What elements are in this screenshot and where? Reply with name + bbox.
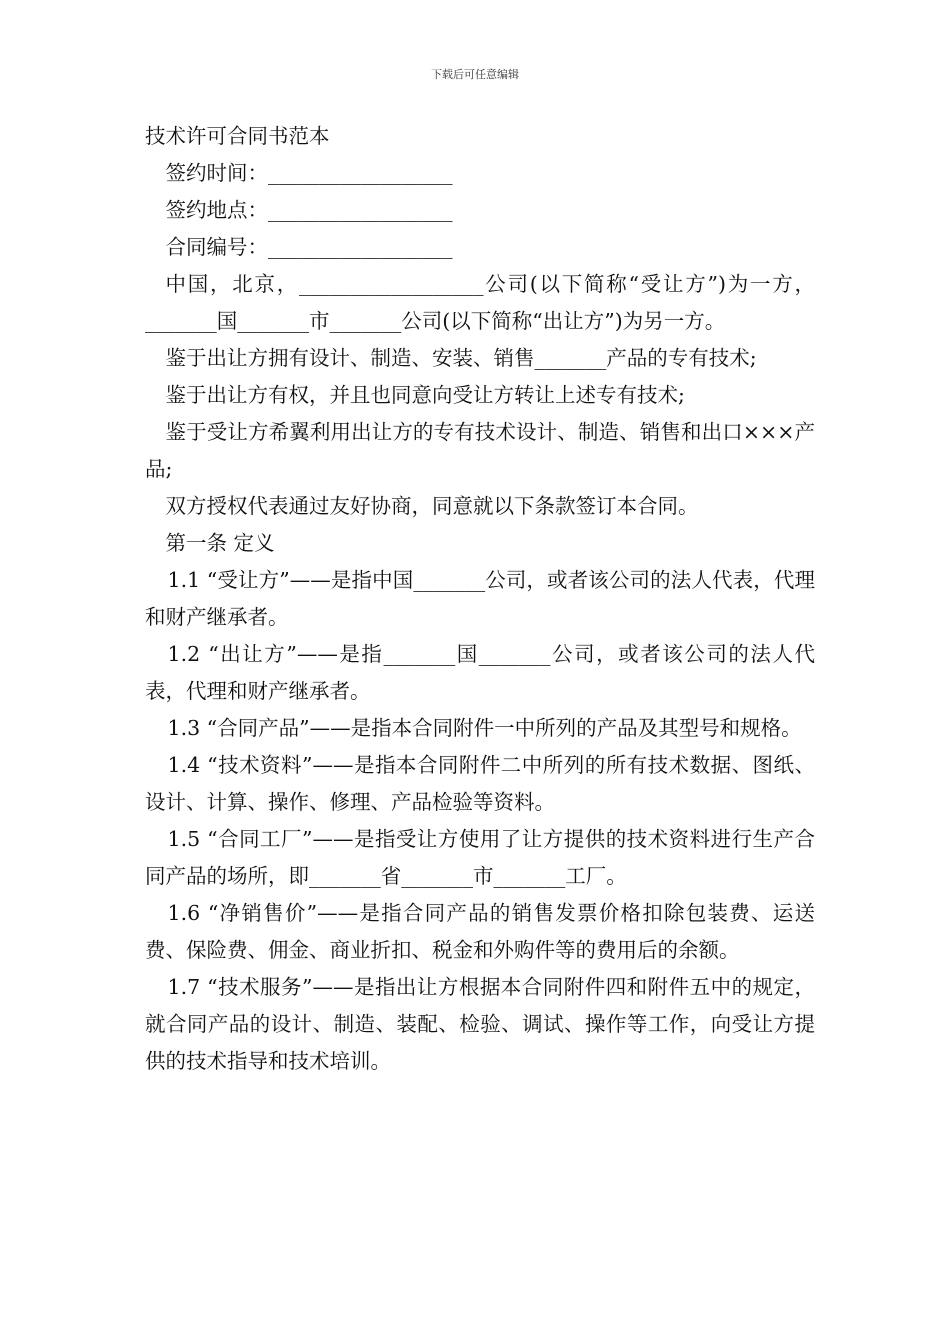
recital-3: 鉴于受让方希翼利用出让方的专有技术设计、制造、销售和出口×××产品; bbox=[145, 420, 815, 481]
recital-1: 鉴于出让方拥有设计、制造、安装、销售_______产品的专有技术; bbox=[165, 346, 757, 370]
article-1-heading: 第一条 定义 bbox=[165, 531, 275, 555]
clause-1-7: 1.7 “技术服务”——是指出让方根据本合同附件四和附件五中的规定，就合同产品的设计、制造、装配、检验、调试、操作等工作，向受让方提供的技术指导和技术培训。 bbox=[145, 975, 815, 1073]
recital-2: 鉴于出让方有权，并且也同意向受让方转让上述专有技术; bbox=[165, 383, 685, 407]
sign-date-line: 签约时间：__________________ bbox=[165, 161, 453, 185]
page-header: 下载后可任意编辑 bbox=[431, 68, 519, 81]
agreement-statement: 双方授权代表通过友好协商，同意就以下条款签订本合同。 bbox=[165, 494, 699, 518]
clause-1-3: 1.3 “合同产品”——是指本合同附件一中所列的产品及其型号和规格。 bbox=[167, 716, 802, 740]
document-body bbox=[145, 118, 815, 1080]
parties-paragraph: 中国，北京，__________________公司(以下简称“受让方”)为一方，_______国_______市_______公司(以下简称“出让方”)为另一方。 bbox=[145, 272, 815, 333]
clause-1-2: 1.2 “出让方”——是指_______国_______公司，或者该公司的法人代表，代理和财产继承者。 bbox=[145, 642, 815, 703]
clause-1-5: 1.5 “合同工厂”——是指受让方使用了让方提供的技术资料进行生产合同产品的场所，即_______省_______市_______工厂。 bbox=[145, 827, 815, 888]
document-title: 技术许可合同书范本 bbox=[145, 124, 330, 148]
sign-place-line: 签约地点：__________________ bbox=[165, 198, 453, 222]
clause-1-6: 1.6 “净销售价”——是指合同产品的销售发票价格扣除包装费、运送费、保险费、佣金、商业折扣、税金和外购件等的费用后的余额。 bbox=[145, 901, 815, 962]
contract-number-line: 合同编号：__________________ bbox=[165, 235, 453, 259]
clause-1-1: 1.1 “受让方”——是指中国_______公司，或者该公司的法人代表，代理和财产继承者。 bbox=[145, 568, 815, 629]
clause-1-4: 1.4 “技术资料”——是指本合同附件二中所列的所有技术数据、图纸、设计、计算、操作、修理、产品检验等资料。 bbox=[145, 753, 815, 814]
